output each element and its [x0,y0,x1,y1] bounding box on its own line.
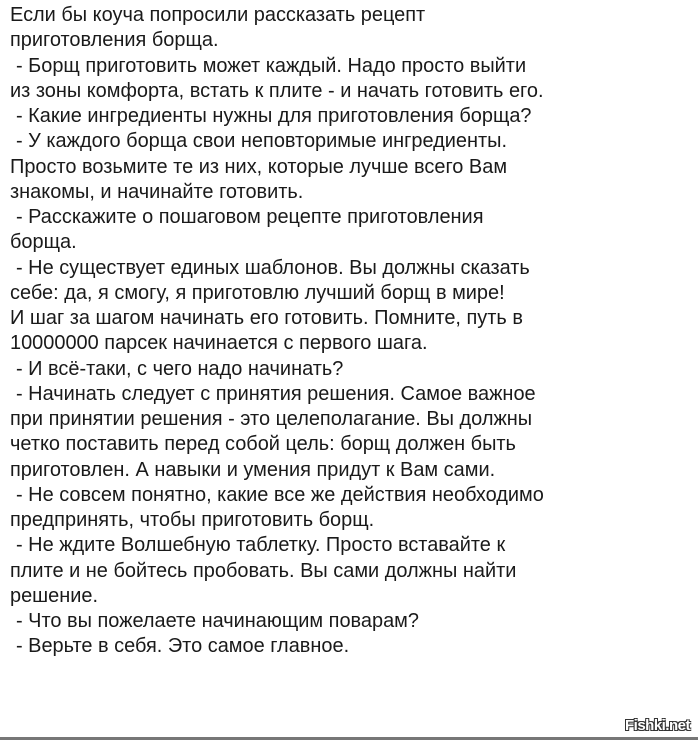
text-line: - Начинать следует с принятия решения. Самое важное [15,382,536,405]
text-line: - Не существует единых шаблонов. Вы должны сказать [15,256,530,279]
text-line: - И всё-таки, с чего надо начинать? [15,357,344,380]
text-line: при принятии решения - это целеполагание. Вы должны [10,408,533,430]
text-line: борща. [10,231,77,254]
text-line: приготовления борща. [10,29,219,52]
text-line: - У каждого борща свои неповторимые ингредиенты. [15,130,508,153]
text-line: - Расскажите о пошаговом рецепте приготовления [15,206,484,228]
text-line: Если бы коуча попросили рассказать рецепт [10,4,426,26]
text-line: себе: да, я смогу, я приготовлю лучший борщ в мире! [10,281,505,304]
text-line: знакомы, и начинайте готовить. [10,180,304,203]
text-line: - Верьте в себя. Это самое главное. [15,635,350,658]
text-line: - Какие ингредиенты нужны для приготовления борща? [15,105,532,127]
text-line: - Не совсем понятно, какие все же действия необходимо [15,483,544,506]
text-line: приготовлен. А навыки и умения придут к Вам сами. [10,458,496,481]
text-line: решение. [10,584,99,607]
text-line: - Не ждите Волшебную таблетку. Просто вставайте к [15,534,506,557]
text-line: - Что вы пожелаете начинающим поварам? [15,610,419,632]
text-line: из зоны комфорта, встать к плите - и начать готовить его. [10,79,544,102]
joke-text [10,3,696,660]
text-line: предпринять, чтобы приготовить борщ. [10,509,375,531]
watermark: Fishki.net [624,717,690,734]
text-line: 10000000 парсек начинается с первого шага. [10,332,428,355]
text-line: плите и не бойтесь пробовать. Вы сами должны найти [10,559,517,582]
text-line: четко поставить перед собой цель: борщ должен быть [10,433,516,456]
text-line: - Борщ приготовить может каждый. Надо просто выйти [15,54,527,77]
text-line: И шаг за шагом начинать его готовить. Помните, путь в [10,307,523,329]
text-line: Просто возьмите те из них, которые лучше всего Вам [10,155,508,178]
